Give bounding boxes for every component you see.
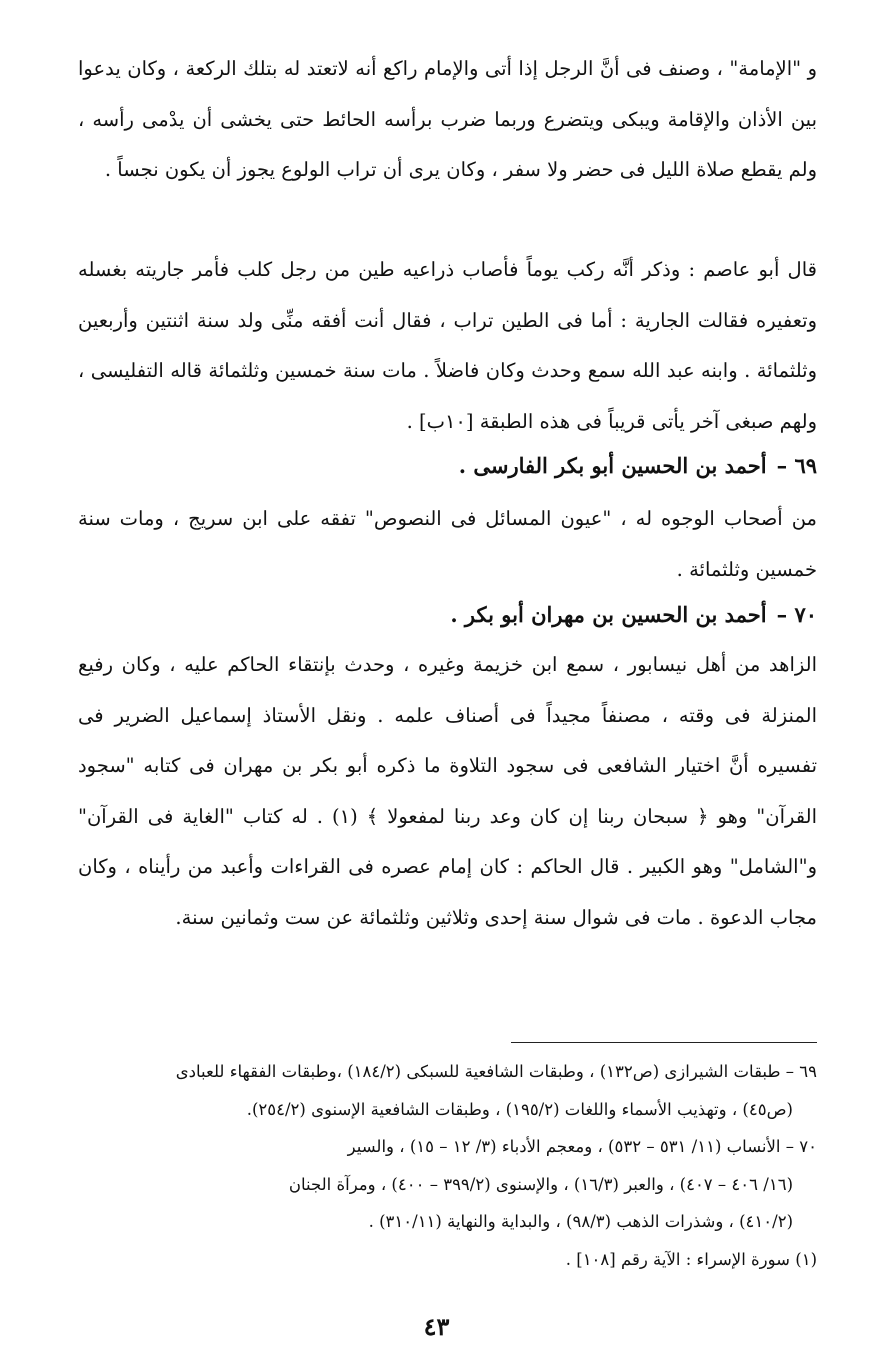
footnote-separator [511,1042,817,1043]
paragraph-1: و "الإمامة" ، وصنف فى أنَّ الرجل إذا أتى والإمام راكع أنه لاتعتد له بتلك الركعة ، وكان يدعوا بين الأذان والإقامة ويبكى ويتضرع وربما ضرب برأسه الحائط حتى يخشى أن يدْمى رأسه ، ولم يقطع صلاة الليل فى حضر ولا سفر ، وكان يرى أن تراب الولوع يجوز أن يكون نجساً . [78,57,817,181]
entry-69-body [78,494,817,595]
footnote-69-line-1: ٦٩ – طبقات الشيرازى (ص١٣٢) ، وطبقات الشافعية للسبكى (١٨٤/٢) ،وطبقات الفقهاء للعبادى [175,1062,817,1081]
footnote-69-line-2: (ص٤٥) ، وتهذيب الأسماء واللغات (١٩٥/٢) ، وطبقات الشافعية الإسنوى (٢٥٤/٢). [246,1099,793,1119]
paragraph-continuation [78,44,817,196]
footnotes [70,1053,817,1278]
entry-70-heading [78,595,817,635]
paragraph-abu-asim [78,245,817,447]
entry-70-body [78,640,817,943]
entry-69-number: ٦٩ – [776,453,817,478]
entry-70-number: ٧٠ – [776,602,817,627]
entry-69-heading [78,446,817,486]
page-number: ٤٣ [423,1312,450,1341]
footnote-70-line-1: ٧٠ – الأنساب (١١/ ٥٣١ – ٥٣٢) ، ومعجم الأدباء (٣/ ١٢ – ١٥) ، والسير [347,1137,817,1156]
footnote-1-quran: (١) سورة الإسراء : الآية رقم [١٠٨] . [565,1249,817,1269]
entry-69-text: من أصحاب الوجوه له ، "عيون المسائل فى النصوص" تفقه على ابن سريج ، ومات سنة خمسين وثلثمائة . [78,507,817,581]
footnote-70-line-2: (١٦/ ٤٠٦ – ٤٠٧) ، والعبر (١٦/٣) ، والإسنوى (٣٩٩/٢ – ٤٠٠) ، ومرآة الجنان [288,1174,793,1194]
entry-69-title: أحمد بن الحسين أبو بكر الفارسى . [458,453,767,478]
entry-70-text: الزاهد من أهل نيسابور ، سمع ابن خزيمة وغيره ، وحدث بإنتقاء الحاكم عليه ، وكان رفيع المنزلة فى وقته ، مصنفاً مجيداً فى أصناف علمه . ونقل الأستاذ إسماعيل الضرير فى تفسيره أنَّ اختيار الشافعى فى سجود التلاوة ما ذكره أبو بكر بن مهران فى كتابه "سجود القرآن" وهو ﴿ سبحان ربنا إن كان وعد ربنا لمفعولا ﴾ (١) . له كتاب "الغاية فى القرآن" و"الشامل" وهو الكبير . قال الحاكم : كان إمام عصره فى القراءات وأعبد من رأيناه ، وكان مجاب الدعوة . مات فى شوال سنة إحدى وثلاثين وثلثمائة عن ست وثمانين سنة. [78,653,817,929]
paragraph-2: قال أبو عاصم : وذكر أنَّه ركب يوماً فأصاب ذراعيه طين من رجل كلب فأمر جاريته بغسله وتعفيره فقالت الجارية : أما فى الطين تراب ، فقال أنت أفقه منِّى ولد سنة اثنتين وأربعين وثلثمائة . وابنه عبد الله سمع وحدث وكان فاضلاً . مات سنة خمسين وثلثمائة قاله التفليسى ، ولهم صبغى آخر يأتى قريباً فى هذه الطبقة [١٠ب] . [78,258,817,433]
entry-70-title: أحمد بن الحسين بن مهران أبو بكر . [450,602,767,627]
footnote-70-line-3: (٤١٠/٢) ، وشذرات الذهب (٩٨/٣) ، والبداية والنهاية (٣١٠/١١) . [368,1212,793,1231]
